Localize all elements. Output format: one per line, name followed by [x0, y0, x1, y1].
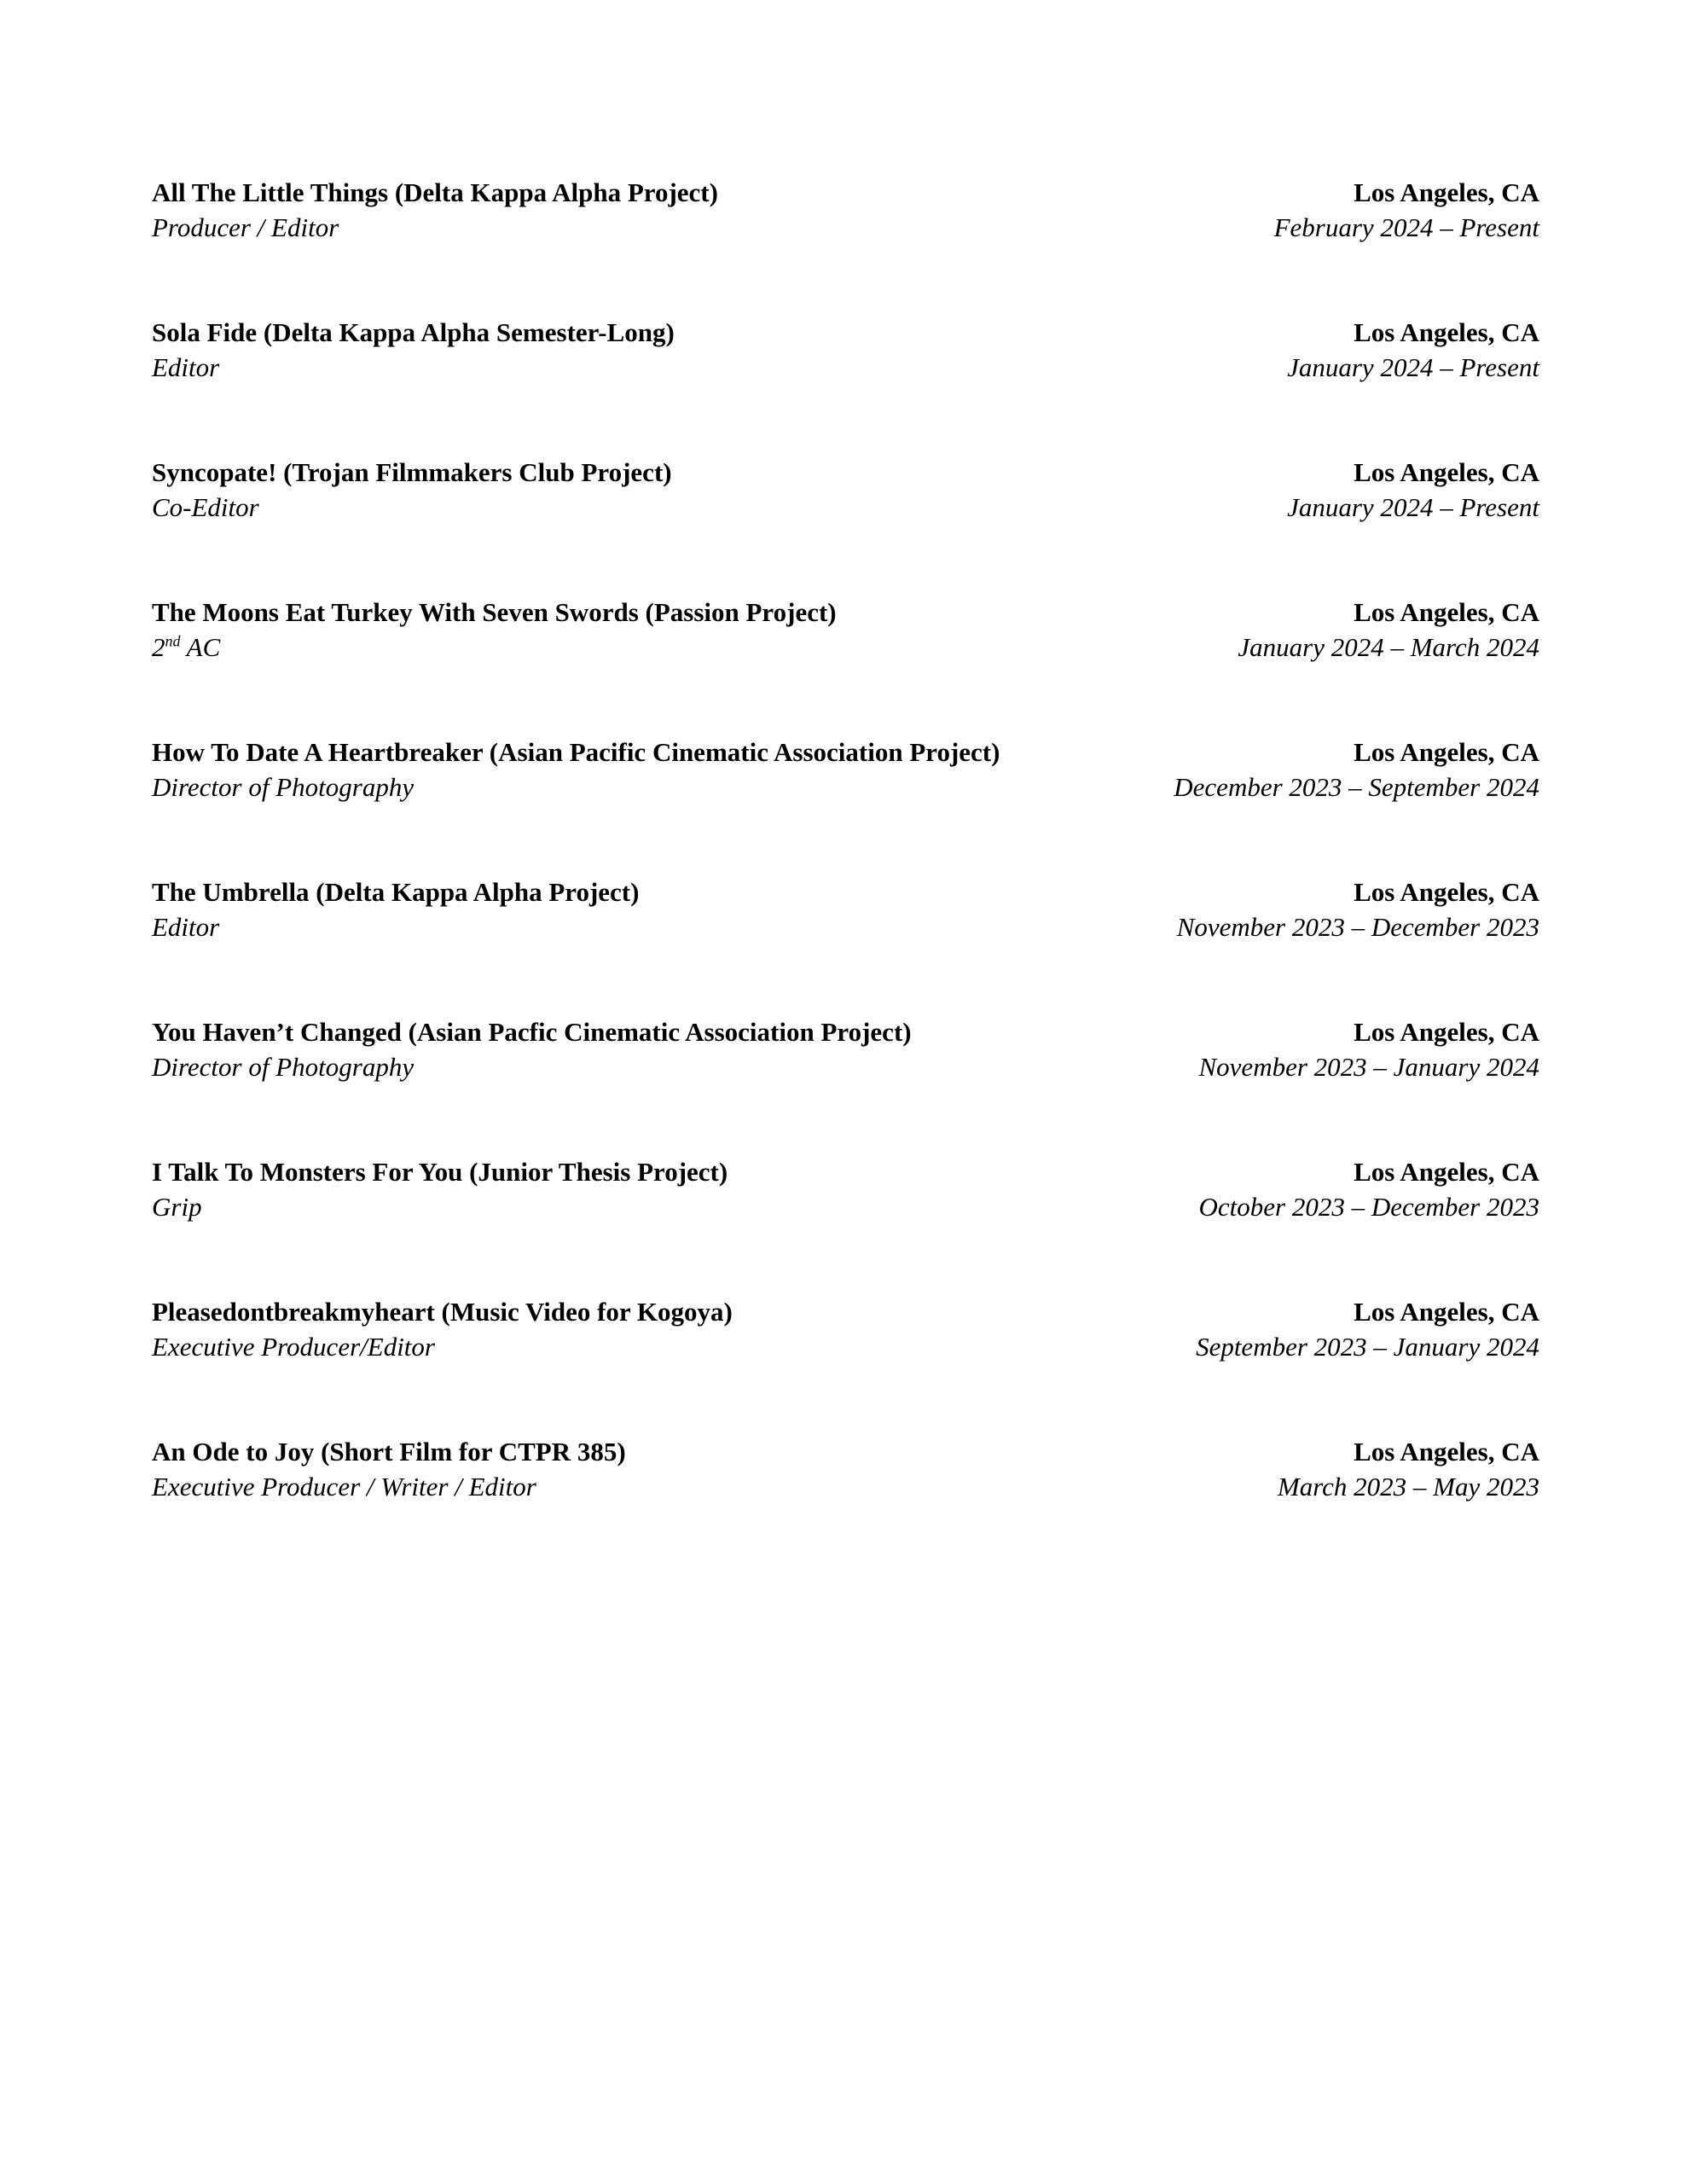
entry-dates: September 2023 – January 2024: [1196, 1332, 1539, 1362]
entry-role: Editor: [152, 352, 220, 382]
project-title: The Moons Eat Turkey With Seven Swords (Passion Project): [152, 597, 837, 627]
entry-role: Grip: [152, 1192, 202, 1222]
entry-role-line: [152, 1329, 1539, 1364]
project-title: All The Little Things (Delta Kappa Alpha Project): [152, 177, 718, 207]
project-title: How To Date A Heartbreaker (Asian Pacific Cinematic Association Project): [152, 737, 1000, 767]
entry-role-line: [152, 1049, 1539, 1084]
entry-title-line: [152, 735, 1539, 770]
experience-entry: [152, 1434, 1539, 1504]
entry-dates: November 2023 – December 2023: [1176, 912, 1539, 942]
entry-role: Director of Photography: [152, 1052, 415, 1082]
entry-role-line: [152, 350, 1539, 385]
entry-dates: January 2024 – March 2024: [1238, 632, 1539, 662]
experience-entry: [152, 1014, 1539, 1084]
experience-entry: [152, 735, 1539, 804]
entry-dates: February 2024 – Present: [1273, 212, 1539, 242]
project-title: An Ode to Joy (Short Film for CTPR 385): [152, 1437, 626, 1467]
entry-title-line: [152, 1014, 1539, 1049]
entry-role-line: [152, 1189, 1539, 1224]
project-title: Syncopate! (Trojan Filmmakers Club Project): [152, 457, 672, 487]
entry-title-line: [152, 455, 1539, 490]
entry-title-line: [152, 1434, 1539, 1469]
role-ordinal-suffix: nd: [165, 632, 181, 650]
entry-location: Los Angeles, CA: [1354, 597, 1539, 627]
entry-role: Co-Editor: [152, 492, 259, 522]
entry-title-line: [152, 874, 1539, 909]
entry-location: Los Angeles, CA: [1354, 457, 1539, 487]
role-ordinal-rest: AC: [180, 632, 221, 662]
experience-entry: [152, 1154, 1539, 1224]
entry-role-line: [152, 210, 1539, 245]
entry-role-line: [152, 630, 1539, 665]
entry-title-line: [152, 595, 1539, 630]
entry-role: Director of Photography: [152, 772, 415, 802]
entry-title-line: [152, 1294, 1539, 1329]
project-title: I Talk To Monsters For You (Junior Thesis Project): [152, 1157, 728, 1187]
project-title: Sola Fide (Delta Kappa Alpha Semester-Long): [152, 317, 675, 347]
project-title: The Umbrella (Delta Kappa Alpha Project): [152, 877, 640, 907]
entry-location: Los Angeles, CA: [1354, 1437, 1539, 1467]
entry-dates: November 2023 – January 2024: [1198, 1052, 1539, 1082]
entry-location: Los Angeles, CA: [1354, 877, 1539, 907]
experience-entry: [152, 874, 1539, 944]
entry-role: Executive Producer/Editor: [152, 1332, 435, 1362]
entry-role-line: [152, 770, 1539, 804]
entry-title-line: [152, 315, 1539, 350]
experience-entry: [152, 595, 1539, 665]
entry-dates: January 2024 – Present: [1287, 352, 1539, 382]
entry-dates: October 2023 – December 2023: [1198, 1192, 1539, 1222]
entry-dates: January 2024 – Present: [1287, 492, 1539, 522]
entry-role-line: [152, 490, 1539, 525]
entry-location: Los Angeles, CA: [1354, 317, 1539, 347]
entry-role-line: [152, 909, 1539, 944]
entry-title-line: [152, 1154, 1539, 1189]
experience-entry: [152, 175, 1539, 245]
entry-dates: December 2023 – September 2024: [1174, 772, 1539, 802]
project-title: You Haven’t Changed (Asian Pacfic Cinematic Association Project): [152, 1017, 912, 1047]
project-title: Pleasedontbreakmyheart (Music Video for Kogoya): [152, 1297, 733, 1327]
experience-entry: [152, 455, 1539, 525]
experience-entry: [152, 315, 1539, 385]
entry-location: Los Angeles, CA: [1354, 1297, 1539, 1327]
entry-title-line: [152, 175, 1539, 210]
entry-role: Producer / Editor: [152, 212, 339, 242]
entry-role: [152, 630, 220, 665]
experience-entry: [152, 1294, 1539, 1364]
entry-location: Los Angeles, CA: [1354, 1157, 1539, 1187]
entry-dates: March 2023 – May 2023: [1277, 1472, 1539, 1502]
entry-role: Editor: [152, 912, 220, 942]
entry-location: Los Angeles, CA: [1354, 737, 1539, 767]
entry-role: Executive Producer / Writer / Editor: [152, 1472, 536, 1502]
entry-location: Los Angeles, CA: [1354, 1017, 1539, 1047]
entry-role-line: [152, 1469, 1539, 1504]
entry-location: Los Angeles, CA: [1354, 177, 1539, 207]
role-ordinal-base: 2: [152, 632, 165, 662]
